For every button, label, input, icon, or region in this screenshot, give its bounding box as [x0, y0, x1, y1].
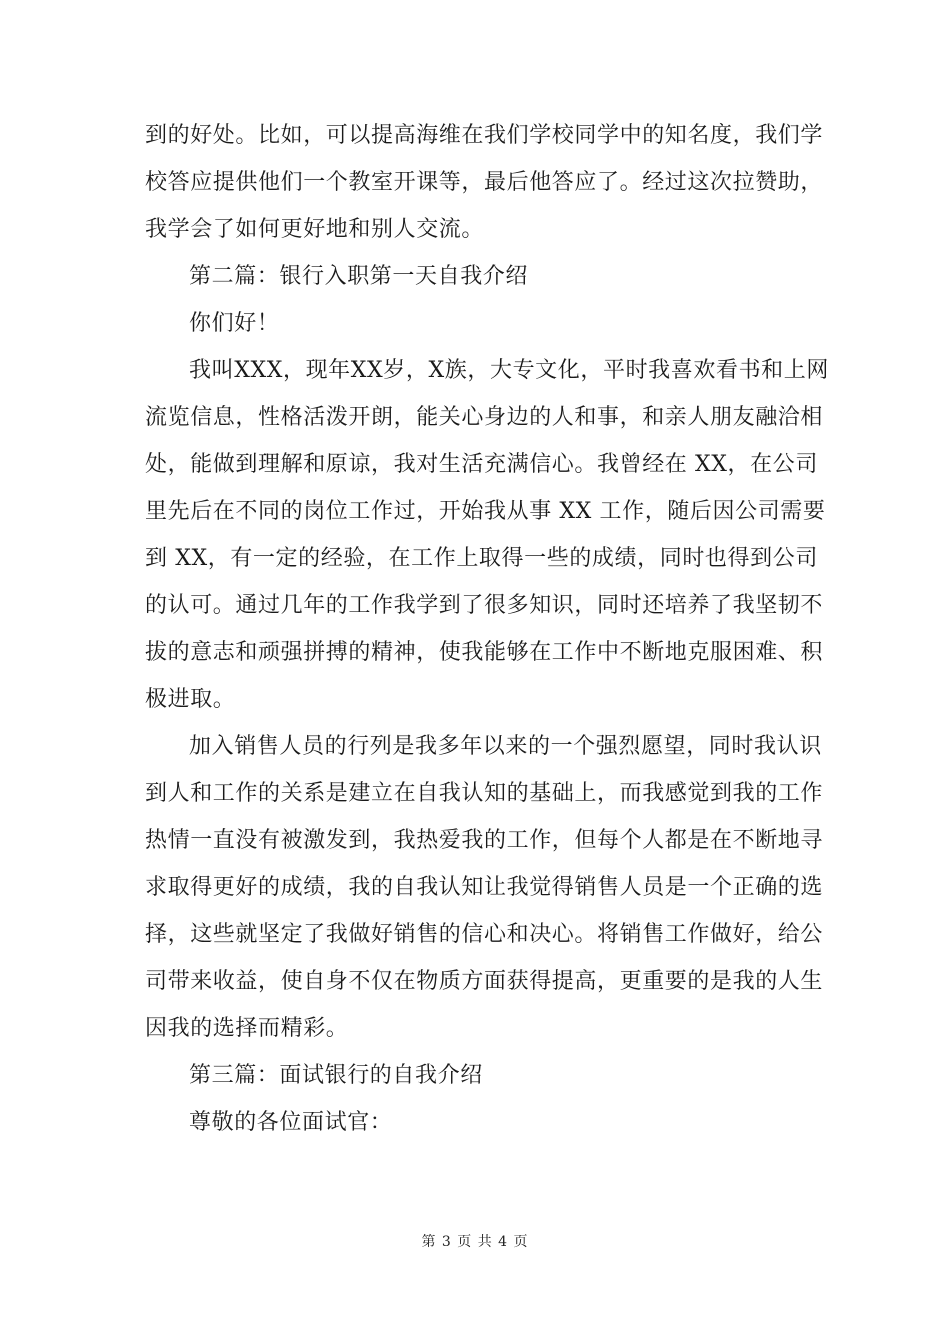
body-line: 加入销售人员的行列是我多年以来的一个强烈愿望，同时我认识 — [189, 734, 822, 759]
body-line: 到 XX，有一定的经验，在工作上取得一些的成绩，同时也得到公司 — [145, 546, 818, 571]
body-line: 校答应提供他们一个教室开课等，最后他答应了。经过这次拉赞助， — [145, 170, 824, 195]
body-line: 司带来收益，使自身不仅在物质方面获得提高，更重要的是我的人生 — [145, 969, 824, 994]
greeting-line: 你们好！ — [189, 311, 280, 336]
section-heading: 第二篇：银行入职第一天自我介绍 — [189, 264, 529, 289]
page-number-footer: 第 3 页 共 4 页 — [421, 1234, 529, 1250]
section-heading: 第三篇：面试银行的自我介绍 — [189, 1063, 483, 1088]
body-line: 我叫XXX，现年XX岁，X族，大专文化，平时我喜欢看书和上网 — [189, 358, 829, 383]
salutation-line: 尊敬的各位面试官： — [189, 1110, 393, 1135]
body-line: 到人和工作的关系是建立在自我认知的基础上，而我感觉到我的工作 — [145, 781, 824, 806]
body-line: 处，能做到理解和原谅，我对生活充满信心。我曾经在 XX，在公司 — [145, 452, 818, 477]
body-line: 拔的意志和顽强拼搏的精神，使我能够在工作中不断地克服困难、积 — [145, 640, 824, 665]
body-line: 的认可。通过几年的工作我学到了很多知识，同时还培养了我坚韧不 — [145, 593, 824, 618]
body-line: 热情一直没有被激发到，我热爱我的工作，但每个人都是在不断地寻 — [145, 828, 824, 853]
document-body — [145, 112, 829, 1146]
body-line: 流览信息，性格活泼开朗，能关心身边的人和事，和亲人朋友融洽相 — [145, 405, 824, 430]
body-line: 到的好处。比如，可以提高海维在我们学校同学中的知名度，我们学 — [145, 123, 824, 148]
body-line: 求取得更好的成绩，我的自我认知让我觉得销售人员是一个正确的选 — [145, 875, 824, 900]
body-line: 我学会了如何更好地和别人交流。 — [145, 217, 485, 242]
body-line: 择，这些就坚定了我做好销售的信心和决心。将销售工作做好，给公 — [145, 922, 824, 947]
body-line: 极进取。 — [145, 687, 236, 712]
body-line: 因我的选择而精彩。 — [145, 1016, 349, 1041]
body-line: 里先后在不同的岗位工作过，开始我从事 XX 工作，随后因公司需要 — [145, 499, 826, 524]
